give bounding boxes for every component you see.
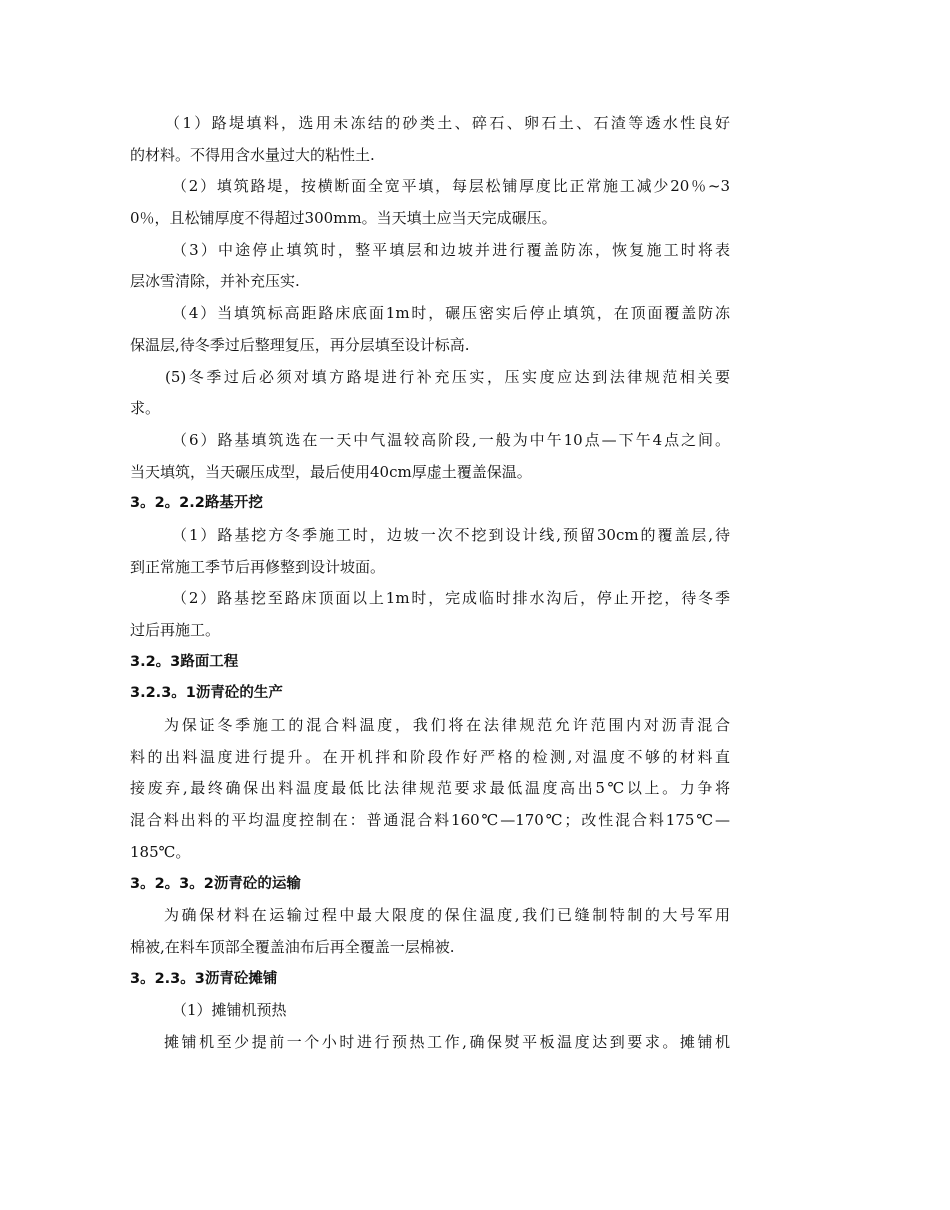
subheading-line: （1）摊铺机预热 — [172, 1001, 287, 1020]
paragraph-line: 保温层,待冬季过后整理复压，再分层填至设计标高. — [130, 335, 470, 354]
paragraph-line: （6）路基填筑选在一天中气温较高阶段,一般为中午10点—下午4点之间。 — [172, 430, 730, 449]
section-heading: 3。2。2.2路基开挖 — [130, 495, 263, 512]
paragraph-line: 棉被,在料车顶部全覆盖油布后再全覆盖一层棉被. — [130, 937, 455, 956]
paragraph-line: 当天填筑，当天碾压成型，最后使用40cm厚虚土覆盖保温。 — [130, 462, 532, 481]
paragraph-line: 到正常施工季节后再修整到设计坡面。 — [130, 557, 386, 576]
paragraph-line: 摊铺机至少提前一个小时进行预热工作,确保熨平板温度达到要求。摊铺机 — [164, 1032, 730, 1051]
paragraph-line: （2）路基挖至路床顶面以上1m时，完成临时排水沟后，停止开挖，待冬季 — [172, 589, 730, 608]
paragraph-line: （1）路基挖方冬季施工时，边坡一次不挖到设计线,预留30cm的覆盖层,待 — [172, 525, 730, 544]
paragraph-line: 的材料。不得用含水量过大的粘性土. — [130, 145, 375, 164]
paragraph-line: (5)冬季过后必须对填方路堤进行补充压实，压实度应达到法律规范相关要 — [165, 367, 730, 386]
paragraph-line: （1）路堤填料，选用未冻结的砂类土、碎石、卵石土、石渣等透水性良好 — [165, 114, 730, 132]
paragraph-line: 混合料出料的平均温度控制在：普通混合料160℃—170℃；改性混合料175℃— — [130, 811, 730, 830]
paragraph-line: 过后再施工。 — [130, 621, 221, 639]
paragraph-line: 料的出料温度进行提升。在开机拌和阶段作好严格的检测,对温度不够的材料直 — [130, 747, 730, 766]
paragraph-line: 0％，且松铺厚度不得超过300mm。当天填土应当天完成碾压。 — [130, 209, 557, 228]
paragraph-line: 接废弃,最终确保出料温度最低比法律规范要求最低温度高出5℃以上。力争将 — [130, 779, 730, 798]
paragraph-line: （2）填筑路堤，按横断面全宽平填，每层松铺厚度比正常施工减少20％~3 — [172, 177, 730, 196]
section-heading: 3。2.3。3沥青砼摊铺 — [130, 970, 278, 987]
paragraph-line: 求。 — [130, 399, 161, 418]
paragraph-line: 层冰雪清除，并补充压实. — [130, 272, 300, 291]
paragraph-line: 为保证冬季施工的混合料温度，我们将在法律规范允许范围内对沥青混合 — [164, 716, 730, 735]
document-body — [130, 108, 730, 1059]
paragraph-line: 185℃。 — [130, 842, 191, 861]
paragraph-line: （3）中途停止填筑时，整平填层和边坡并进行覆盖防冻，恢复施工时将表 — [172, 240, 730, 259]
section-heading: 3.2.3。1沥青砼的生产 — [130, 685, 283, 702]
paragraph-line: （4）当填筑标高距路床底面1m时，碾压密实后停止填筑，在顶面覆盖防冻 — [172, 304, 730, 323]
section-heading: 3。2。3。2沥青砼的运输 — [130, 875, 301, 892]
paragraph-line: 为确保材料在运输过程中最大限度的保住温度,我们已缝制特制的大号军用 — [164, 906, 730, 925]
section-heading: 3.2。3路面工程 — [130, 653, 239, 670]
